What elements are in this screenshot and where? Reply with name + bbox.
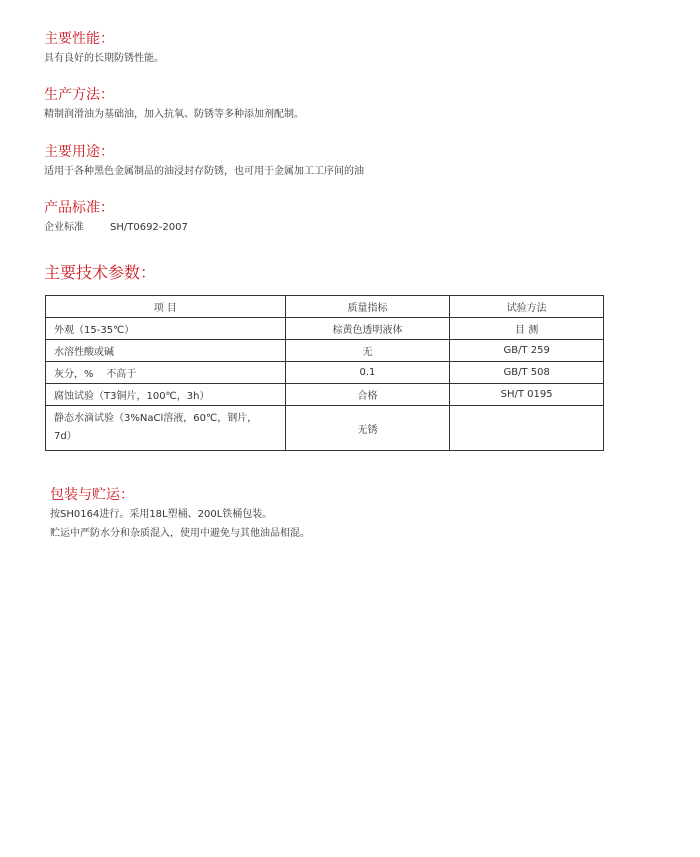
production-heading: 生产方法： <box>44 87 114 103</box>
table-header-row <box>46 296 604 318</box>
cell-method: GB/T 259 <box>450 340 604 362</box>
cell-method <box>450 406 604 451</box>
cell-item <box>46 406 286 451</box>
usage-heading: 主要用途： <box>44 144 114 160</box>
packaging-line2: 贮运中严防水分和杂质混入，使用中避免与其他油品相混。 <box>50 528 310 539</box>
column-header-spec: 质量指标 <box>285 296 450 318</box>
cell-item-line2: 7d） <box>54 431 77 442</box>
standard-section <box>44 199 664 235</box>
column-header-item: 项 目 <box>46 296 286 318</box>
standard-row <box>44 221 664 235</box>
cell-spec: 棕黄色透明液体 <box>285 318 450 340</box>
table-row <box>46 362 604 384</box>
standard-label: 企业标准 <box>44 222 84 233</box>
column-header-method: 试验方法 <box>450 296 604 318</box>
cell-item: 灰分，% 不高于 <box>46 362 286 384</box>
cell-method: 目 测 <box>450 318 604 340</box>
cell-item: 腐蚀试验（T3铜片，100℃，3h） <box>46 384 286 406</box>
production-text: 精制润滑油为基础油，加入抗氧、防锈等多种添加剂配制。 <box>44 109 304 120</box>
cell-spec: 无 <box>285 340 450 362</box>
packaging-heading: 包装与贮运： <box>50 487 134 503</box>
packaging-line1: 按SH0164进行。采用18L塑桶、200L铁桶包装。 <box>50 509 273 520</box>
cell-spec: 无锈 <box>285 406 450 451</box>
tech-params-table <box>45 295 604 451</box>
packaging-section <box>50 486 670 541</box>
performance-section <box>44 30 664 66</box>
performance-text: 具有良好的长期防锈性能。 <box>44 53 164 64</box>
cell-item: 外观（15-35℃） <box>46 318 286 340</box>
table-row <box>46 340 604 362</box>
standard-code: SH/T0692-2007 <box>110 222 188 233</box>
tech-params-section <box>44 263 664 283</box>
tech-params-heading: 主要技术参数： <box>44 263 157 282</box>
cell-item: 水溶性酸或碱 <box>46 340 286 362</box>
usage-text: 适用于各种黑色金属制品的油浸封存防锈，也可用于金属加工工序间的油 <box>44 166 364 177</box>
table-row <box>46 384 604 406</box>
performance-heading: 主要性能： <box>44 31 114 47</box>
cell-spec: 0.1 <box>285 362 450 384</box>
table-row <box>46 318 604 340</box>
cell-spec: 合格 <box>285 384 450 406</box>
usage-section <box>44 143 664 179</box>
table-row <box>46 406 604 451</box>
standard-heading: 产品标准： <box>44 200 114 216</box>
cell-item-line1: 静态水滴试验（3%NaCl溶液，60℃，钢片， <box>54 413 258 424</box>
cell-method: SH/T 0195 <box>450 384 604 406</box>
production-section <box>44 86 664 122</box>
cell-method: GB/T 508 <box>450 362 604 384</box>
